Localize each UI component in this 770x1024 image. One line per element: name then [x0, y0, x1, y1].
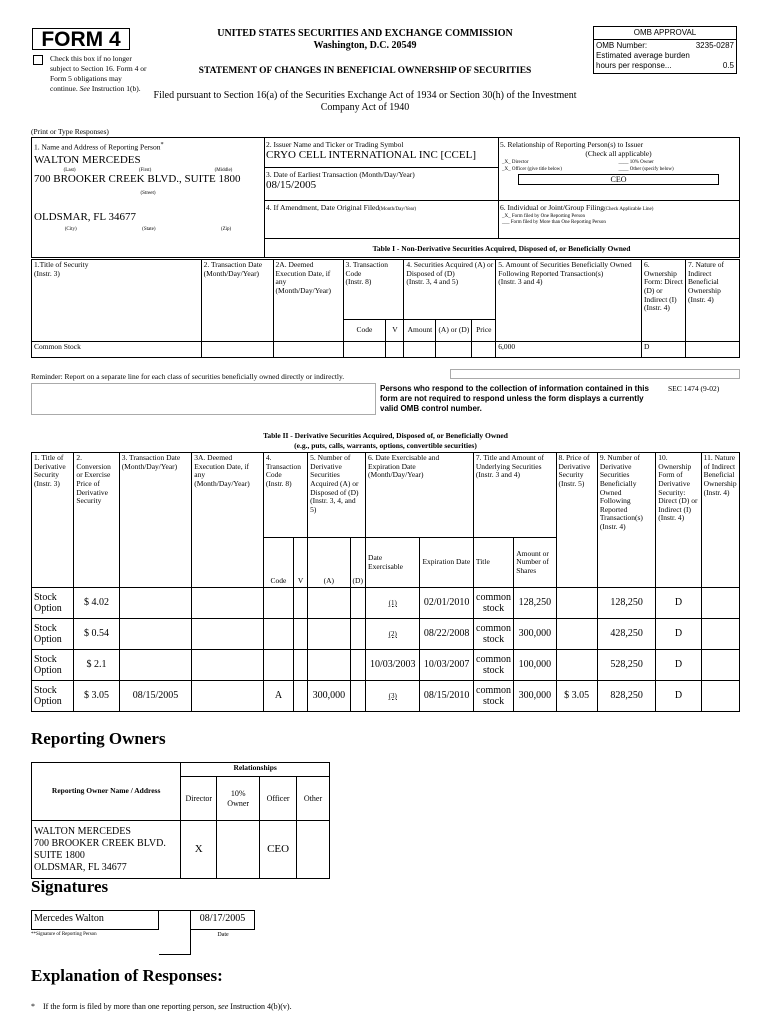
ownership-form: D	[656, 588, 701, 619]
signatures-heading: Signatures	[31, 877, 109, 896]
agency-name: UNITED STATES SECURITIES AND EXCHANGE COMMISSION Washington, D.C. 20549	[217, 28, 513, 51]
explanation-heading: Explanation of Responses:	[31, 966, 223, 985]
filed-pursuant: Filed pursuant to Section 16(a) of the Securities Exchange Act of 1934 or Section 30(h) of the Investment Company Act of 1940	[153, 90, 577, 113]
omb-approval-box: OMB APPROVAL OMB Number: 3235-0287 Estimated average burden hours per response... 0.5	[593, 26, 737, 74]
underlying-amount: 300,000	[514, 681, 556, 712]
owner-officer-title: CEO	[260, 821, 297, 879]
signature-name: Mercedes Walton	[31, 910, 159, 930]
table2-row	[32, 619, 740, 650]
reporting-owners-table: Reporting Owner Name / Address Relationships Director 10% Owner Officer Other WALTON MERCEDES 700 BROOKER CREEK BLVD. SUITE 1800 OLDSMAR, FL 34677 X CEO	[31, 762, 330, 879]
derivative-price	[556, 588, 597, 619]
security-title: Common Stock	[32, 342, 202, 358]
conversion-price: $ 3.05	[74, 681, 119, 712]
nature-indirect	[701, 681, 739, 712]
nature-indirect	[701, 588, 739, 619]
ownership-form: D	[656, 650, 701, 681]
box4-amendment: 4. If Amendment, Date Original Filed(Month/Day/Year)	[264, 200, 499, 238]
owner-director-mark: X	[181, 821, 217, 879]
earliest-transaction-date: 08/15/2005	[266, 179, 317, 191]
deemed-date	[192, 588, 264, 619]
transaction-code: A	[263, 681, 293, 712]
derivative-price	[556, 619, 597, 650]
table2-row	[32, 650, 740, 681]
owned-following: 428,250	[597, 619, 655, 650]
box3-earliest-date: 3. Date of Earliest Transaction (Month/Day/Year) 08/15/2005	[264, 167, 499, 201]
transaction-code	[263, 619, 293, 650]
filing-option-multi: ___ Form filed by More than One Reporting Person	[502, 220, 606, 225]
form-title: FORM 4	[32, 28, 130, 50]
sec-code: SEC 1474 (9-02)	[668, 384, 720, 393]
conversion-price: $ 2.1	[74, 650, 119, 681]
statement-title: STATEMENT OF CHANGES IN BENEFICIAL OWNERSHIP OF SECURITIES	[198, 66, 532, 76]
underlying-amount: 300,000	[514, 619, 556, 650]
ownership-form: D	[641, 342, 685, 358]
box5-relationship: 5. Relationship of Reporting Person(s) to Issuer (Check all applicable) _X_ Director ____ 10% Owner _X_ Officer (give title below) ____ Other (specify below) CEO	[498, 138, 739, 201]
reporting-person-boxes	[31, 137, 740, 258]
underlying-amount: 128,250	[514, 588, 556, 619]
table2-title: Table II - Derivative Securities Acquired, Disposed of, or Beneficially Owned (e.g., puts, calls, warrants, options, convertible securities)	[263, 431, 508, 450]
transaction-date	[119, 588, 192, 619]
date-exercisable[interactable]: (3)	[366, 681, 420, 712]
officer-title: CEO	[518, 174, 719, 185]
reporting-owners-heading: Reporting Owners	[31, 729, 166, 748]
v-mark	[294, 588, 308, 619]
table2-row	[32, 681, 740, 712]
no-longer-subject-checkbox[interactable]	[33, 55, 43, 65]
transaction-date: 08/15/2005	[119, 681, 192, 712]
table2-derivative: 1. Title of Derivative Security (Instr. 3) 2. Conversion or Exercise Price of Derivative Security 3. Transaction Date (Month/Day/Year) 3A. Deemed Execution Date, if any (Month/Day/Year) 4. Transaction Code (Instr. 8) 5. Number of Derivative Securities Acquired (A) or Disposed of (D) (Instr. 3, 4, and 5) 6. Date Exercisable and Expiration Date (Month/Day/Year) 7. Title and Amount of Underlying Securities (Instr. 3 and 4) 8. Price of Derivative Security (Instr. 5) 9. Number of Derivative Securities Beneficially Owned Following Reported Transaction(s) (Instr. 4) 10. Ownership Form of Derivative Security: Direct (D) or Indirect (I) (Instr. 4) 11. Nature of Indirect Beneficial Ownership (Instr. 4) Code V (A) (D) Date Exercisable Expiration Date Title Amount or Number of Shares Stock Option $ 4.02 (1) 02/01/2010 common stock 128,250 128,250 D Stock Option $ 0.54 (2) 08/22/2008 common stock 300,000 428,250 D Stock Option $ 2.1 10/03/2003 10/03/2007 common stock 100,000 528,250 D Stock Option $ 3.05 08/15/2005 A 300,000 (3) 08/15/2010 common stock 300,000 $ 3.05 828,250 D	[31, 452, 740, 712]
v-mark	[294, 650, 308, 681]
expiration-date: 08/22/2008	[420, 619, 473, 650]
transaction-date	[119, 619, 192, 650]
reporting-person-name: WALTON MERCEDES	[34, 153, 141, 166]
derivative-title: Stock Option	[32, 681, 74, 712]
date-exercisable[interactable]: (2)	[366, 619, 420, 650]
disposed-amount	[350, 619, 366, 650]
underlying-amount: 100,000	[514, 650, 556, 681]
filing-option-one: _X_ Form filed by One Reporting Person	[502, 213, 586, 219]
transaction-code	[263, 650, 293, 681]
acquired-amount	[308, 650, 350, 681]
underlying-title: common stock	[473, 650, 513, 681]
table1-non-derivative: 1.Title of Security (Instr. 3) 2. Transaction Date (Month/Day/Year) 2A. Deemed Execution Date, if any (Month/Day/Year) 3. Transaction Code (Instr. 8) 4. Securities Acquired (A) or Disposed of (D) (Instr. 3, 4 and 5) 5. Amount of Securities Beneficially Owned Following Reported Transaction(s) (Instr. 3 and 4) 6. Ownership Form: Direct (D) or Indirect (I) (Instr. 4) 7. Nature of Indirect Beneficial Ownership (Instr. 4) Code V Amount (A) or (D) Price Common Stock 6,000 D	[31, 259, 740, 358]
omb-number: 3235-0287	[695, 41, 734, 50]
nature-indirect	[701, 650, 739, 681]
derivative-title: Stock Option	[32, 619, 74, 650]
transaction-code	[263, 588, 293, 619]
disposed-amount	[350, 588, 366, 619]
date-exercisable: 10/03/2003	[366, 650, 420, 681]
disposed-amount	[350, 681, 366, 712]
respond-notice: Persons who respond to the collection of information contained in this form are not required to respond unless the form displays a currently valid OMB control number.	[380, 384, 649, 413]
box2-issuer: 2. Issuer Name and Ticker or Trading Symbol CRYO CELL INTERNATIONAL INC [CCEL]	[264, 138, 499, 168]
deemed-date	[192, 650, 264, 681]
date-exercisable[interactable]: (1)	[366, 588, 420, 619]
owned-following: 128,250	[597, 588, 655, 619]
explanation-note: * If the form is filed by more than one reporting person, see Instruction 4(b)(v).	[31, 1002, 292, 1011]
ownership-form: D	[656, 619, 701, 650]
reporting-person-city: OLDSMAR, FL 34677	[34, 210, 136, 223]
box6-filing: 6. Individual or Joint/Group Filing(Check Applicable Line) _X_ Form filed by One Reporting Person ___ Form filed by More than One Reporting Person	[498, 200, 739, 238]
owned-following: 528,250	[597, 650, 655, 681]
reminder-text: Reminder: Report on a separate line for each class of securities beneficially owned directly or indirectly.	[31, 372, 345, 381]
underlying-title: common stock	[473, 588, 513, 619]
v-mark	[294, 619, 308, 650]
signature-block: Mercedes Walton **Signature of Reporting Person 08/17/2005 Date	[31, 910, 225, 955]
owned-following: 828,250	[597, 681, 655, 712]
underlying-title: common stock	[473, 681, 513, 712]
reporting-person-street: 700 BROOKER CREEK BLVD., SUITE 1800	[34, 173, 241, 185]
table1-row	[32, 342, 740, 358]
expiration-date: 08/15/2010	[420, 681, 473, 712]
deemed-date	[192, 619, 264, 650]
derivative-title: Stock Option	[32, 588, 74, 619]
sec-reminder-box	[450, 369, 740, 379]
underlying-title: common stock	[473, 619, 513, 650]
checkbox-note: Check this box if no longer subject to Section 16. Form 4 or Form 5 obligations may continue. See Instruction 1(b).	[50, 54, 147, 93]
derivative-price: $ 3.05	[556, 681, 597, 712]
nature-indirect	[701, 619, 739, 650]
deemed-date	[192, 681, 264, 712]
expiration-date: 10/03/2007	[420, 650, 473, 681]
conversion-price: $ 4.02	[74, 588, 119, 619]
derivative-price	[556, 650, 597, 681]
transaction-date	[119, 650, 192, 681]
omb-title: OMB APPROVAL	[594, 27, 736, 40]
signature-date: 08/17/2005	[191, 910, 255, 930]
reminder-box	[31, 383, 376, 415]
v-mark	[294, 681, 308, 712]
acquired-amount	[308, 619, 350, 650]
ownership-form: D	[656, 681, 701, 712]
box1-name-address: 1. Name and Address of Reporting Person* WALTON MERCEDES (Last) (First) (Middle) 700 BROOKER CREEK BLVD., SUITE 1800 (Street) OLDSMAR, FL 34677 (City) (State) (Zip)	[32, 138, 265, 257]
table1-title: Table I - Non-Derivative Securities Acquired, Disposed of, or Beneficially Owned	[264, 238, 739, 258]
acquired-amount	[308, 588, 350, 619]
expiration-date: 02/01/2010	[420, 588, 473, 619]
owner-row: WALTON MERCEDES 700 BROOKER CREEK BLVD. SUITE 1800 OLDSMAR, FL 34677 X CEO	[32, 821, 330, 879]
acquired-amount: 300,000	[308, 681, 350, 712]
disposed-amount	[350, 650, 366, 681]
derivative-title: Stock Option	[32, 650, 74, 681]
issuer-name: CRYO CELL INTERNATIONAL INC [CCEL]	[266, 149, 476, 161]
amount-owned: 6,000	[496, 342, 642, 358]
table2-row	[32, 588, 740, 619]
print-or-type: (Print or Type Responses)	[31, 127, 109, 136]
conversion-price: $ 0.54	[74, 619, 119, 650]
